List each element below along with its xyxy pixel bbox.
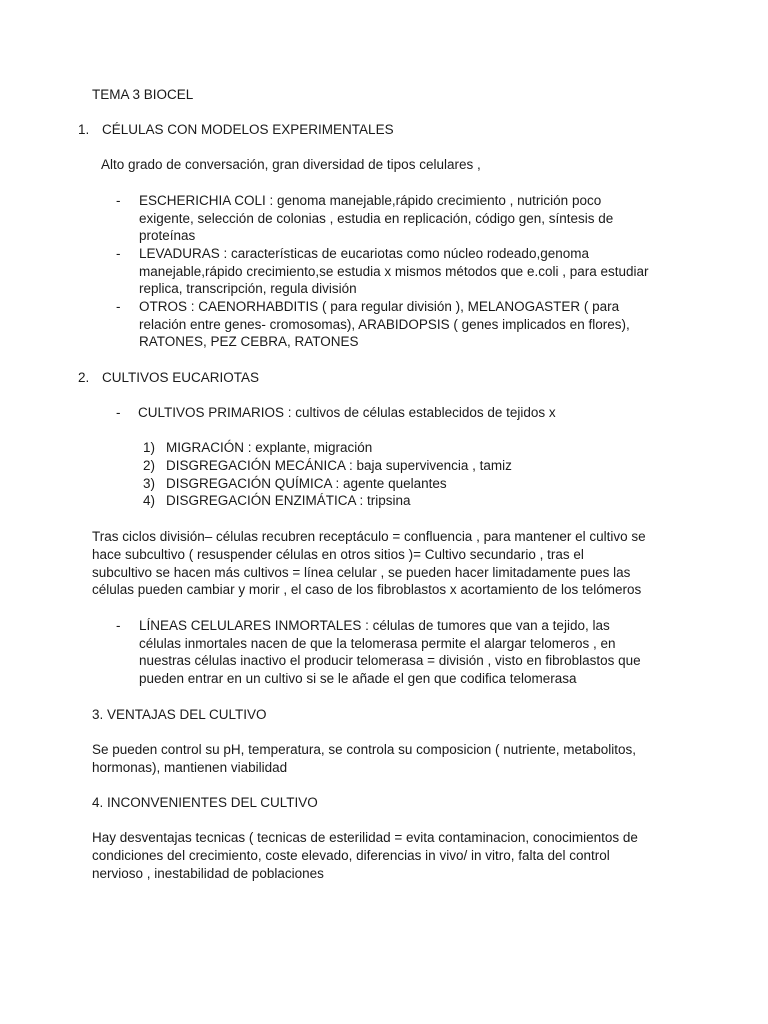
section-1-heading: CÉLULAS CON MODELOS EXPERIMENTALES: [102, 122, 394, 137]
bullet-marker: -: [116, 299, 121, 314]
paragraph-line: células pueden cambiar y morir , el caso de los fibroblastos x acortamiento de los telómeros: [92, 582, 642, 597]
paragraph-line: hormonas), mantienen viabilidad: [92, 760, 288, 775]
bullet-otros-line-3: RATONES, PEZ CEBRA, RATONES: [139, 334, 359, 349]
paragraph-line: subcultivo se hacen más cultivos = línea celular , se pueden hacer limitadamente pues las: [92, 565, 631, 580]
bullet-levaduras-line-3: replica, transcripción, regula división: [139, 281, 357, 296]
section-2-number: 2.: [78, 370, 90, 385]
section-1-intro: Alto grado de conversación, gran diversidad de tipos celulares ,: [101, 157, 481, 172]
numbered-item-text: DISGREGACIÓN MECÁNICA : baja supervivencia , tamiz: [166, 458, 512, 473]
paragraph-line: nervioso , inestabilidad de poblaciones: [92, 866, 324, 881]
bullet-inmortales-line-1: LÍNEAS CELULARES INMORTALES : células de tumores que van a tejido, las: [139, 618, 610, 633]
numbered-item-number: 4): [143, 493, 156, 508]
bullet-inmortales-line-3: nuestras células inactivo el producir telomerasa = división , visto en fibroblastos que: [139, 653, 641, 668]
bullet-ecoli-line-3: proteínas: [139, 228, 196, 243]
numbered-item-text: DISGREGACIÓN ENZIMÁTICA : tripsina: [166, 493, 411, 508]
bullet-marker: -: [116, 618, 121, 633]
bullet-marker: -: [116, 193, 121, 208]
bullet-ecoli-line-2: exigente, selección de colonias , estudia en replicación, código gen, síntesis de: [139, 211, 614, 226]
bullet-otros-line-2: relación entre genes- cromosomas), ARABIDOPSIS ( genes implicados en flores),: [139, 317, 630, 332]
numbered-item-number: 1): [143, 440, 156, 455]
bullet-inmortales-line-4: pueden entrar en un cultivo si se le añade el gen que codifica telomerasa: [139, 671, 577, 686]
bullet-marker: -: [116, 405, 121, 420]
section-1-number: 1.: [78, 122, 90, 137]
paragraph-line: Hay desventajas tecnicas ( tecnicas de esterilidad = evita contaminacion, conocimientos de: [92, 830, 638, 845]
numbered-item-text: MIGRACIÓN : explante, migración: [166, 440, 373, 455]
section-3-heading: 3. VENTAJAS DEL CULTIVO: [92, 707, 267, 722]
paragraph-line: condiciones del crecimiento, coste elevado, diferencias in vivo/ in vitro, falta del control: [92, 848, 610, 863]
numbered-item-text: DISGREGACIÓN QUÍMICA : agente quelantes: [166, 476, 447, 491]
bullet-levaduras-line-1: LEVADURAS : características de eucariotas como núcleo rodeado,genoma: [139, 246, 589, 261]
bullet-otros-line-1: OTROS : CAENORHABDITIS ( para regular división ), MELANOGASTER ( para: [139, 299, 620, 314]
paragraph-line: Tras ciclos división– células recubren receptáculo = confluencia , para mantener el cultivo se: [92, 529, 646, 544]
document-title: TEMA 3 BIOCEL: [92, 87, 194, 102]
bullet-inmortales-line-2: células inmortales nacen de que la telomerasa permite el alargar telomeros , en: [139, 636, 616, 651]
paragraph-line: hace subcultivo ( resuspender células en otros sitios )= Cultivo secundario , tras el: [92, 547, 584, 562]
numbered-item-number: 2): [143, 458, 156, 473]
bullet-levaduras-line-2: manejable,rápido crecimiento,se estudia x mismos métodos que e.coli , para estudiar: [139, 264, 649, 279]
bullet-ecoli-line-1: ESCHERICHIA COLI : genoma manejable,rápido crecimiento , nutrición poco: [139, 193, 602, 208]
numbered-item-number: 3): [143, 476, 156, 491]
section-4-heading: 4. INCONVENIENTES DEL CULTIVO: [92, 795, 318, 810]
bullet-marker: -: [116, 246, 121, 261]
section-2-heading: CULTIVOS EUCARIOTAS: [102, 370, 260, 385]
bullet-cultivos-primarios: CULTIVOS PRIMARIOS : cultivos de células establecidos de tejidos x: [138, 405, 556, 420]
paragraph-line: Se pueden control su pH, temperatura, se controla su composicion ( nutriente, metabolitos,: [92, 742, 637, 757]
